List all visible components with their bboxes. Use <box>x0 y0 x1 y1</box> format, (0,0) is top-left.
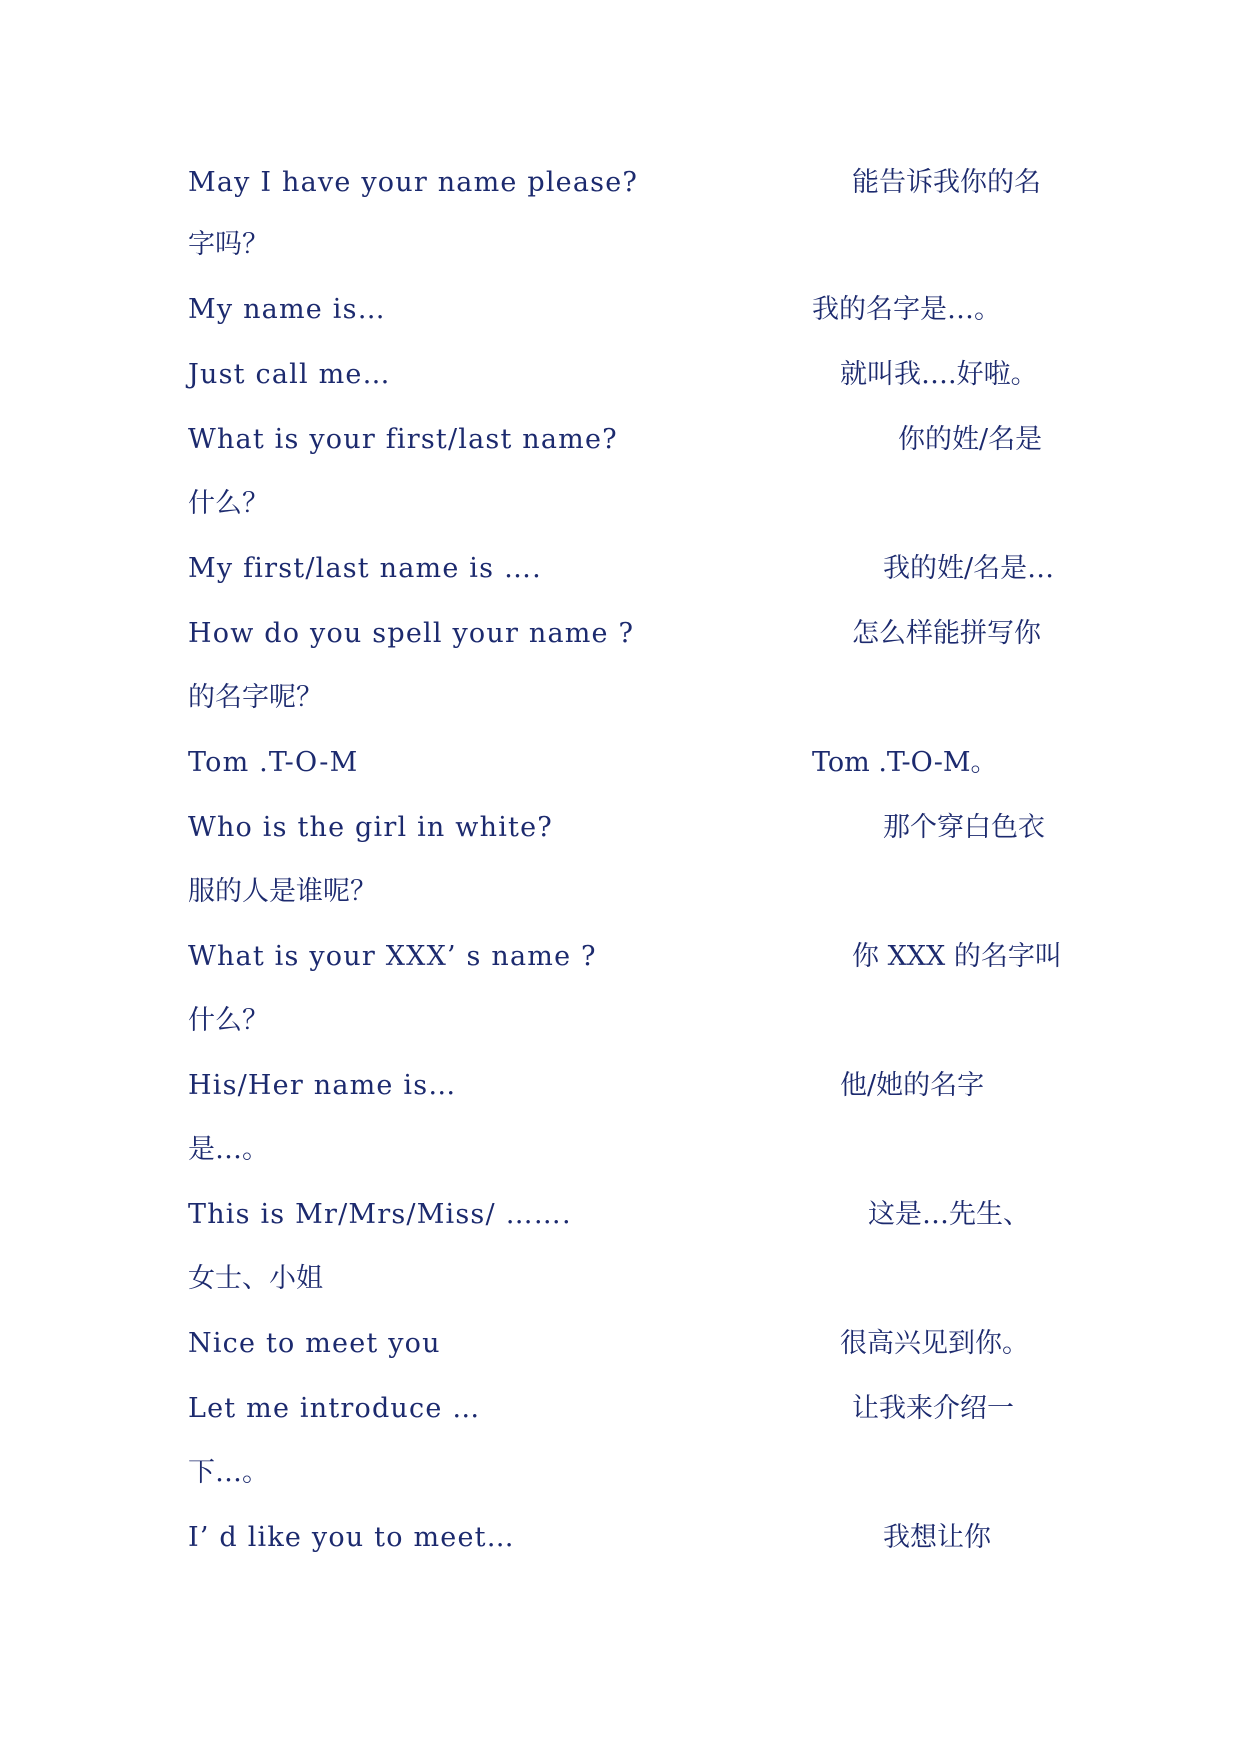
phrase-chinese: Tom .T-O-M。 <box>812 747 998 778</box>
phrase-chinese-continued: 女士、小姐 <box>188 1263 323 1294</box>
phrase-english: My name is… <box>188 294 386 325</box>
phrase-chinese: 你 XXX 的名字叫 <box>852 941 1062 972</box>
phrase-chinese: 我的姓/名是… <box>883 553 1055 584</box>
phrase-chinese: 这是…先生、 <box>868 1199 1030 1230</box>
phrase-english: May I have your name please? <box>188 167 639 198</box>
phrase-english: My first/last name is …. <box>188 553 542 584</box>
phrase-chinese-continued: 什么？ <box>188 1005 269 1036</box>
phrase-english: His/Her name is… <box>188 1070 457 1101</box>
phrase-english: This is Mr/Mrs/Miss/ ……. <box>188 1199 572 1230</box>
phrase-chinese: 我的名字是…。 <box>812 294 1001 325</box>
phrase-chinese: 怎么样能拼写你 <box>852 618 1041 649</box>
phrase-chinese-continued: 的名字呢？ <box>188 682 323 713</box>
phrase-english: Tom .T-O-M <box>188 747 359 778</box>
phrase-chinese-continued: 服的人是谁呢？ <box>188 876 377 907</box>
phrase-english: How do you spell your name ? <box>188 618 635 649</box>
phrase-english: What is your first/last name? <box>188 424 618 455</box>
phrase-english: Nice to meet you <box>188 1328 441 1359</box>
phrase-chinese-continued: 下…。 <box>188 1457 269 1488</box>
phrase-chinese-continued: 字吗？ <box>188 229 269 260</box>
phrase-english: Just call me… <box>188 359 391 390</box>
phrase-chinese: 就叫我….好啦。 <box>840 359 1038 390</box>
phrase-chinese: 很高兴见到你。 <box>840 1328 1029 1359</box>
phrase-chinese-continued: 什么？ <box>188 488 269 519</box>
phrase-chinese: 他/她的名字 <box>840 1070 985 1101</box>
phrase-chinese: 我想让你 <box>883 1522 991 1553</box>
phrase-english: I’ d like you to meet… <box>188 1522 515 1553</box>
phrase-chinese: 能告诉我你的名 <box>852 167 1041 198</box>
phrase-english: Who is the girl in white? <box>188 812 553 843</box>
phrase-english: Let me introduce … <box>188 1393 481 1424</box>
phrase-chinese: 你的姓/名是 <box>898 424 1043 455</box>
phrase-chinese: 那个穿白色衣 <box>883 812 1045 843</box>
phrase-chinese-continued: 是…。 <box>188 1134 269 1165</box>
phrase-english: What is your XXX’ s name ? <box>188 941 597 972</box>
phrase-chinese: 让我来介绍一 <box>852 1393 1014 1424</box>
